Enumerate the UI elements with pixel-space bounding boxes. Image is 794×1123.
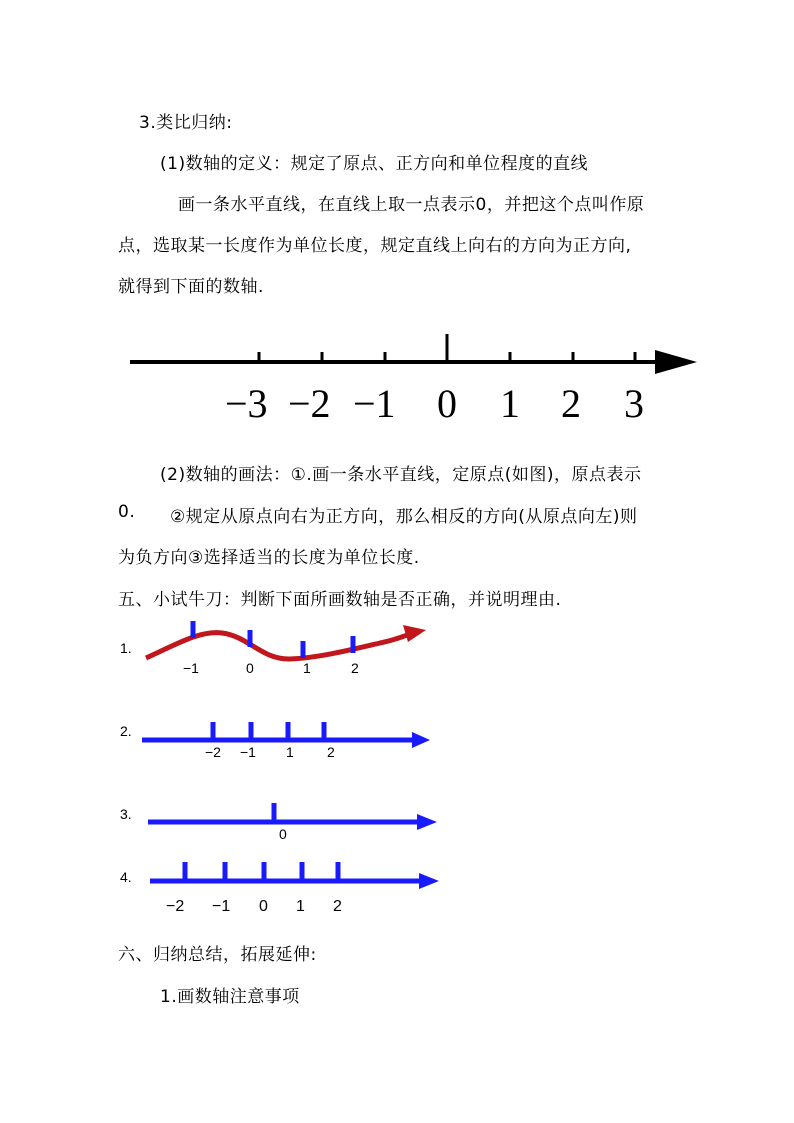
section3-heading: 3.类比归纳: [139,113,233,133]
ex1-label: 1 [303,660,311,676]
ex2-arrow-head [412,732,430,748]
main-axis-label: −1 [353,381,396,426]
paragraph-line-2: 点，选取某一长度作为单位长度，规定直线上向右的方向为正方向, [118,236,632,256]
section5-heading: 五、小试牛刀：判断下面所画数轴是否正确，并说明理由. [118,590,562,610]
ex3-index: 3. [120,806,132,822]
main-axis-label: 0 [437,381,457,426]
method-line-2a: 0. [118,502,136,522]
axis-definition: (1)数轴的定义：规定了原点、正方向和单位程度的直线 [160,154,589,174]
ex4-label: 2 [333,898,342,915]
ex4-label: 1 [296,898,305,915]
ex4-index: 4. [120,869,132,885]
section6-heading: 六、归纳总结，拓展延伸: [118,945,317,965]
ex1-index: 1. [120,640,132,656]
ex4-label: −1 [212,898,231,915]
ex4-arrow-head [419,873,439,889]
section6-item1: 1.画数轴注意事项 [160,987,300,1007]
ex3-label: 0 [279,826,287,842]
ex1-label: 0 [246,660,254,676]
ex3-arrow-head [417,814,437,830]
ex1-label: −1 [183,660,199,676]
ex2-index: 2. [120,723,132,739]
method-line-2b: ②规定从原点向右为正方向，那么相反的方向(从原点向左)则 [170,507,638,527]
main-axis-label: 3 [624,381,644,426]
paragraph-line-3: 就得到下面的数轴. [118,277,264,297]
main-axis-label: 1 [500,381,520,426]
main-axis-label: 2 [561,381,581,426]
paragraph-line-1: 画一条水平直线，在直线上取一点表示0，并把这个点叫作原 [178,195,645,215]
ex1-arrow-head [403,625,426,642]
method-line-1: (2)数轴的画法：①.画一条水平直线，定原点(如图)，原点表示 [160,465,642,485]
method-line-3: 为负方向③选择适当的长度为单位长度. [118,548,420,568]
ex2-label: −2 [205,744,221,760]
main-axis-label: −3 [225,381,268,426]
ex2-label: −1 [240,744,256,760]
ex4-label: 0 [259,898,268,915]
ex1-label: 2 [351,660,359,676]
ex4-label: −2 [166,898,185,915]
ex2-label: 2 [327,744,335,760]
main-axis-label: −2 [288,381,331,426]
ex1-wavy-axis [146,633,412,659]
ex2-label: 1 [286,744,294,760]
